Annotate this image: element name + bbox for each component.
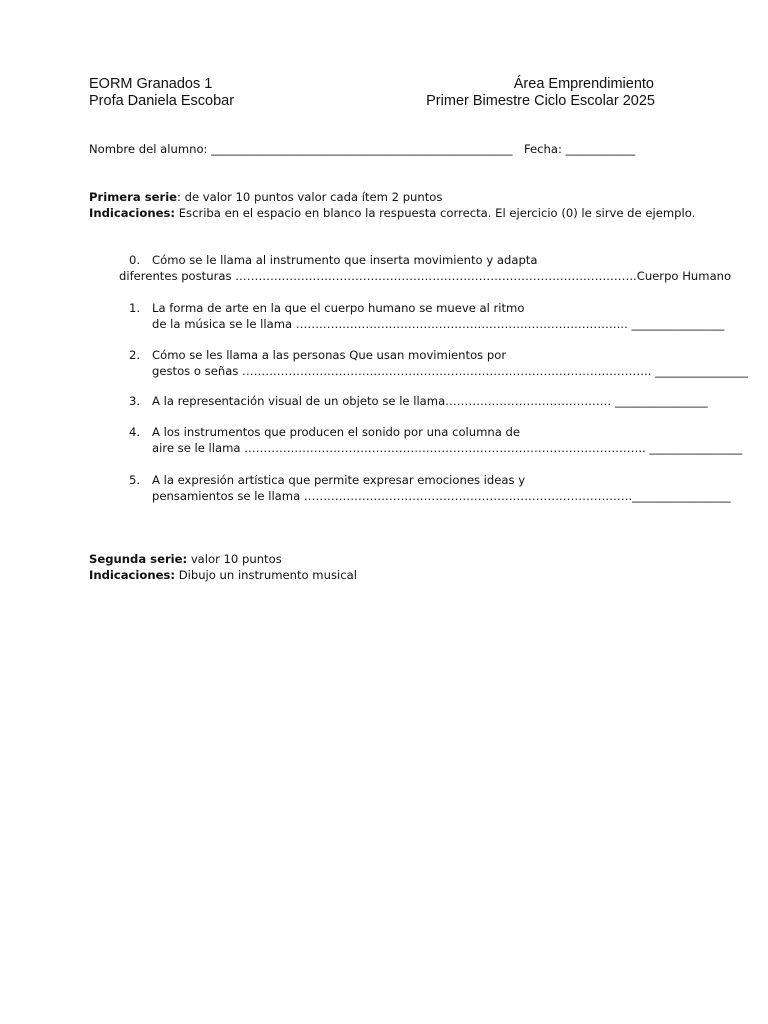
series1-instructions-text: Escriba en el espacio en blanco la respuesta correcta. El ejercicio (0) le sirve de ejemplo.: [175, 206, 696, 220]
series2-instructions-text: Dibujo un instrumento musical: [175, 568, 357, 582]
school-name: EORM Granados 1: [89, 76, 213, 92]
question-answer-line: diferentes posturas …………………………………………………………………………………………..Cuerpo Humano: [119, 269, 732, 283]
question-number: 0.: [128, 253, 140, 267]
date-label: Fecha:: [523, 142, 562, 156]
series1-heading: [89, 189, 442, 205]
question-number: 3.: [128, 394, 140, 408]
student-name-blank[interactable]: ____________________________________________________: [211, 142, 513, 156]
question-number: 1.: [128, 301, 140, 315]
question-text: Cómo se le llama al instrumento que inserta movimiento y adapta: [152, 253, 538, 267]
series1-description: : de valor 10 puntos valor cada ítem 2 puntos: [177, 190, 443, 204]
question-answer-line[interactable]: pensamientos se le llama …………………………………………………………………………._________________: [152, 489, 731, 503]
question-text: A la expresión artística que permite expresar emociones ideas y: [152, 473, 526, 487]
series1-title: Primera serie: [89, 190, 178, 204]
question-text: La forma de arte en la que el cuerpo humano se mueve al ritmo: [152, 301, 525, 315]
question-answer-line[interactable]: gestos o señas ……………………………………………………………………………………………. ________________: [152, 364, 748, 378]
question-text: A los instrumentos que producen el sonido por una columna de: [152, 425, 521, 439]
question-answer-line[interactable]: aire se le llama ………………………………………………………………………………………….. ________________: [152, 441, 743, 455]
series2-heading: [89, 551, 282, 567]
question-answer-line[interactable]: A la representación visual de un objeto se le llama……………………………………. ________________: [152, 394, 708, 408]
school-period: Primer Bimestre Ciclo Escolar 2025: [426, 93, 655, 109]
question-answer-line[interactable]: de la música se le llama ………………………………………………………………………….. ________________: [152, 317, 725, 331]
subject-area: Área Emprendimiento: [513, 76, 654, 92]
series1-instructions-label: Indicaciones:: [89, 206, 176, 220]
series2-instructions-label: Indicaciones:: [89, 568, 176, 582]
student-info-line: [89, 141, 635, 157]
series2-description: valor 10 puntos: [187, 552, 282, 566]
teacher-name: Profa Daniela Escobar: [89, 93, 235, 109]
series2-title: Segunda serie:: [89, 552, 188, 566]
series2-instructions: [89, 567, 357, 583]
question-text: Cómo se les llama a las personas Que usan movimientos por: [152, 348, 507, 362]
question-number: 4.: [128, 425, 140, 439]
series1-instructions: [89, 205, 695, 221]
question-number: 2.: [128, 348, 140, 362]
date-blank[interactable]: ____________: [565, 142, 636, 156]
question-number: 5.: [128, 473, 140, 487]
student-name-label: Nombre del alumno:: [89, 142, 208, 156]
